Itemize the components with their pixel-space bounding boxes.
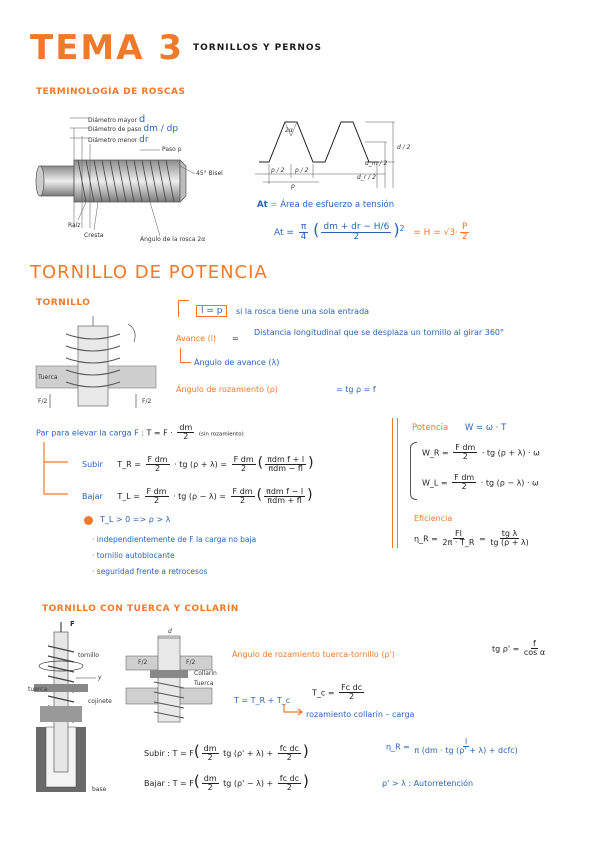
eficiencia-eq: =: [478, 534, 486, 544]
par-elevar-t: T = F ·: [146, 428, 173, 438]
wl-lhs: W_L =: [422, 478, 448, 488]
wr-rest: · tg (ρ + λ) · ω: [481, 448, 540, 458]
par-elevar-num: dm: [179, 423, 193, 432]
bullet-item-3: seguridad frente a retrocesos: [96, 567, 208, 576]
label-paso: Paso p: [162, 146, 182, 153]
wl-den: 2: [461, 482, 467, 492]
at-formula-pi: π: [300, 221, 307, 232]
label-diametro-menor: Diámetro menor: [88, 137, 138, 144]
rozamiento-tt-lhs: tg ρ' =: [492, 644, 520, 654]
eficiencia-formula: [414, 530, 531, 548]
avance-label: Avance (l): [176, 334, 217, 343]
fig3-label-base: base: [92, 786, 107, 793]
power-screw-figure: Tuerca F/2 F/2: [36, 316, 176, 411]
bajar-collar-d1: 2: [207, 783, 213, 792]
bajar-collar-formula: Bajar : T = F( $\frac{dm}{2}$ tg (ρ' − λ) + $\frac{\text{fc dc}}{2}$ ): [144, 772, 309, 792]
wl-formula: [422, 474, 539, 492]
subir-collar-n2: fc dc: [279, 743, 299, 753]
fig3-label-d: d: [168, 628, 172, 635]
at-symbol: At: [257, 200, 268, 210]
wl-rest: · tg (ρ − λ) · ω: [480, 478, 539, 488]
cond-bullet-icon: [84, 516, 93, 525]
branch-arrows: [40, 442, 80, 502]
section-title-tuerca-collarin: TORNILLO CON TUERCA Y COLLARÍN: [42, 604, 239, 614]
subir-d2: 2: [241, 464, 247, 473]
bajar-collar-d2: 2: [286, 783, 292, 792]
subir-collar-n1: dm: [203, 743, 217, 753]
label-raiz: Raíz: [68, 222, 81, 229]
rozamiento-eq: = tg ρ = f: [336, 385, 376, 394]
eficiencia-label: Eficiencia: [414, 514, 453, 523]
label-dm2: d_m / 2: [365, 160, 388, 167]
bajar-label: Bajar: [82, 492, 103, 501]
bajar-pn: πdm f − l: [266, 486, 304, 496]
at-formula-four: 4: [300, 232, 307, 242]
eficiencia-lhs: η_R =: [414, 534, 438, 544]
rozamiento-tt-label: Ángulo de rozamiento tuerca-tornillo (ρ'): [232, 650, 395, 659]
bracket-top: [178, 300, 189, 317]
label-d2: d / 2: [397, 144, 411, 151]
tc-num: Fc dc: [341, 683, 363, 692]
l-eq-p-text: si la rosca tiene una sola entrada: [236, 307, 370, 316]
fig3-label-tuerca: tuerca: [28, 686, 48, 693]
bajar-collar-n2: fc dc: [279, 773, 299, 783]
subir-pn: πdm f + l: [267, 454, 305, 464]
subir-n1: F dm: [147, 454, 168, 464]
potencia-brace: [410, 442, 417, 500]
subir-formula: Subir T_R = $\frac{\text{F dm}}{2}$ · tg (ρ + λ) = $\frac{\text{F dm}}{2}$ ( $\frac{\text{πdm f + l}}{\text{πdm − fl}}$ ): [82, 454, 314, 473]
potencia-eq: W = ω · T: [464, 423, 507, 433]
rozamiento-tt-eq: [492, 640, 547, 658]
collar-figure: [124, 628, 224, 722]
power-screw-drawing: [36, 316, 176, 411]
bajar-collar-n1: dm: [203, 773, 217, 783]
subir-lhs: T_R =: [117, 460, 141, 469]
label-p: p: [291, 183, 295, 190]
l-eq-p-box: l = p: [196, 305, 227, 317]
label-diametro-mayor: Diámetro mayor: [88, 117, 137, 124]
potencia-label: Potencia: [412, 423, 449, 433]
subir-d1: 2: [155, 464, 161, 473]
fig3-label-tornillo: tornillo: [78, 652, 99, 659]
t-sum: T = T_R + T_c: [234, 696, 291, 705]
par-elevar: [36, 424, 244, 442]
bajar-collar-label: Bajar :: [144, 779, 171, 788]
bullet-item-2: tornillo autoblocante: [96, 551, 175, 560]
tc-formula: [312, 684, 366, 702]
subir-n2: F dm: [233, 454, 254, 464]
bajar-mid: · tg (ρ − λ) =: [173, 492, 226, 501]
eta-collar-lhs: η_R =: [386, 742, 410, 752]
subir-collar-d1: 2: [207, 753, 213, 762]
section-title-terminologia: TERMINOLOGÍA DE ROSCAS: [36, 87, 186, 97]
fig3-label-collarin: Collarín: [194, 670, 217, 677]
bullet-list: · independientemente de F la carga no baja · tornillo autoblocante · seguridad frente a retrocesos: [92, 535, 257, 576]
subir-pd: πdm − fl: [268, 464, 303, 473]
bajar-pd: πdm + fl: [267, 496, 302, 505]
eficiencia-den1: 2π · T_R: [442, 538, 475, 548]
bajar-collar-mid: tg (ρ' − λ) +: [223, 779, 274, 788]
label-2alpha: 2α: [285, 127, 293, 134]
fig3-label-cojinete: cojinete: [88, 698, 112, 705]
subir-mid: · tg (ρ + λ) =: [174, 460, 228, 469]
par-elevar-label: Par para elevar la carga F :: [36, 428, 144, 438]
tc-den: 2: [349, 692, 355, 702]
h-formula-num: P: [461, 221, 468, 232]
par-elevar-note: (sin rozamiento): [198, 431, 244, 438]
at-formula-exp: 2: [399, 224, 405, 233]
label-dr2: d_r / 2: [357, 174, 376, 181]
subir-collar-mid: tg (ρ' + λ) +: [223, 749, 274, 758]
at-definition: [257, 200, 394, 210]
fig3-label-F2a: F/2: [138, 659, 148, 666]
page-title: TEMA 3: [30, 28, 185, 68]
bajar-n2: F dm: [232, 486, 253, 496]
thread-profile-figure: [255, 112, 415, 192]
column-divider: [392, 418, 398, 548]
eficiencia-den2: tg (ρ + λ): [490, 538, 529, 548]
fig3-label-y: y: [98, 674, 102, 681]
rozamiento-label: Ángulo de rozamiento (ρ): [176, 385, 278, 394]
jack-screw-drawing: [30, 622, 125, 797]
at-formula-lhs: At =: [274, 228, 294, 238]
wr-formula: [422, 444, 540, 462]
sym-dr: dr: [139, 135, 149, 145]
avance-eq: =: [232, 334, 239, 343]
eta-collar-den: π (dm · tg (ρ' + λ) + dcfc): [414, 746, 518, 756]
at-formula-num: dm + dr − H/6: [323, 221, 390, 232]
rozamiento-tt-den: cos α: [523, 648, 546, 658]
cond-text: T_L > 0 => ρ > λ: [100, 515, 171, 524]
section-title-potencia: TORNILLO DE POTENCIA: [30, 262, 268, 283]
fig3-label-tuerca2: Tuerca: [194, 680, 214, 687]
bajar-formula: Bajar T_L = $\frac{\text{F dm}}{2}$ · tg (ρ − λ) = $\frac{\text{F dm}}{2}$ ( $\frac{\text{πdm f − l}}{\text{πdm + fl}}$ ): [82, 486, 313, 505]
section-title-tornillo: TORNILLO: [36, 298, 91, 308]
subir-collar-lhs: T = F: [172, 749, 194, 758]
label-p2-a: p / 2: [271, 167, 285, 174]
bracket-bottom: [180, 348, 191, 363]
subir-collar-d2: 2: [286, 753, 292, 762]
eta-collar-formula: [386, 738, 520, 756]
at-formula: At = $\frac{\pi}{4}$ ( $\frac{dm + dr - H/6}{2}$ )$^2$ = H = √3· $\frac{P}{2}$: [274, 220, 468, 242]
at-text: Área de esfuerzo a tensión: [280, 200, 395, 210]
bullet-item-1: independientemente de F la carga no baja: [96, 535, 257, 544]
jack-screw-figure: [30, 622, 125, 797]
thread-profile-drawing: [255, 112, 415, 192]
fig3-label-F: F: [70, 620, 75, 628]
wr-lhs: W_R =: [422, 448, 449, 458]
tc-lhs: T_c =: [312, 688, 335, 698]
par-elevar-den: 2: [183, 432, 189, 442]
bajar-collar-lhs: T = F: [172, 779, 194, 788]
autorretencion: ρ' > λ : Autorretención: [382, 779, 474, 788]
tc-arrow-icon: [282, 704, 304, 718]
sym-d: d: [138, 114, 146, 125]
collar-drawing: [124, 632, 224, 722]
sym-dm-dp: dm / dp: [143, 124, 179, 134]
wr-num: F dm: [455, 443, 476, 452]
label-cresta: Cresta: [84, 232, 104, 239]
subir-collar-formula: Subir : T = F( $\frac{dm}{2}$ tg (ρ' + λ) + $\frac{\text{fc dc}}{2}$ ): [144, 742, 309, 762]
rozamiento-tt-num: f: [533, 639, 536, 648]
subir-label: Subir: [82, 460, 103, 469]
h-formula: = H = √3·: [413, 228, 458, 238]
potencia-heading: [412, 423, 506, 433]
label-p2-b: p / 2: [295, 167, 309, 174]
angulo-avance: Ángulo de avance (λ): [194, 358, 280, 367]
wl-num: F dm: [454, 473, 475, 482]
fig3-label-F2b: F/2: [186, 659, 196, 666]
tc-note: rozamiento collarín – carga: [306, 710, 415, 719]
avance-text: Distancia longitudinal que se desplaza un tornillo al girar 360°: [254, 328, 505, 337]
at-eq: =: [270, 200, 278, 210]
bolt-terminology-figure: [30, 108, 230, 258]
label-angulo-rosca: Ángulo de la rosca 2α: [140, 236, 206, 243]
eficiencia-num2: tg λ: [501, 529, 518, 538]
eta-collar-num: l: [465, 737, 468, 746]
label-diametro-paso: Diámetro de paso: [88, 126, 142, 133]
bajar-d2: 2: [240, 496, 246, 505]
bajar-n1: F dm: [146, 486, 167, 496]
subir-collar-label: Subir :: [144, 749, 170, 758]
eficiencia-num1: Fl: [455, 529, 462, 538]
h-formula-den: 2: [461, 232, 468, 242]
label-bisel: 45° Bisel: [196, 170, 223, 177]
wr-den: 2: [462, 452, 468, 462]
page-subtitle: TORNILLOS Y PERNOS: [193, 43, 323, 53]
bajar-lhs: T_L =: [117, 492, 140, 501]
at-formula-den: 2: [353, 232, 360, 242]
bajar-d1: 2: [153, 496, 160, 505]
